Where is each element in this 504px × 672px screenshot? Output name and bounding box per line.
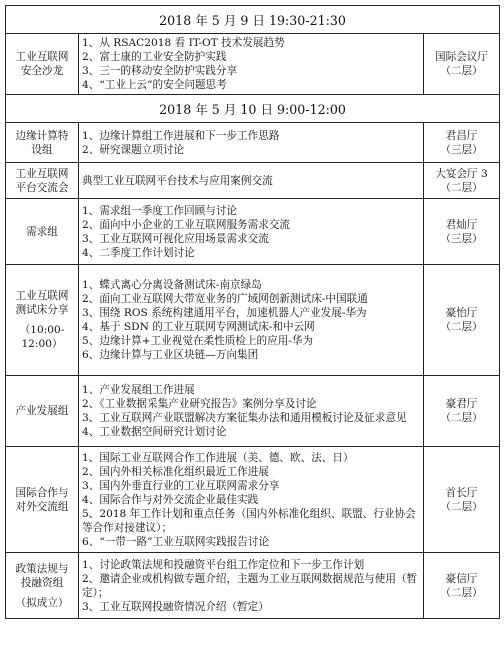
agenda-row — [6, 34, 500, 95]
agenda-row — [6, 376, 500, 447]
group-name-line: 产业发展组 — [15, 405, 69, 417]
session-date: 2018 年 5 月 9 日 19:30-21:30 — [6, 6, 500, 34]
agenda-row — [6, 163, 500, 199]
date-row — [6, 95, 500, 123]
topic-item: 1、产业发展组工作进展 — [82, 384, 195, 396]
topic-item: 4、基于 SDN 的工业互联网专网测试床-和中云网 — [82, 321, 315, 333]
group-name — [6, 123, 79, 163]
topic-item: 6、边缘计算与工业区块链—万向集团 — [82, 349, 259, 361]
agenda-row — [6, 265, 500, 376]
room-name — [424, 447, 500, 553]
room-name — [424, 376, 500, 447]
topic-item: 3、工业互联网投融资情况介绍（暂定） — [82, 600, 269, 613]
topic-item: 2、面向工业互联网大带宽业务的广域网创新测试床-中国联通 — [82, 293, 368, 305]
topic-list — [79, 553, 424, 619]
topic-item: 5、边缘计算+工业视觉在柔性质检上的应用-华为 — [82, 335, 314, 347]
room-name-line: （二层） — [440, 500, 483, 513]
topic-item: 1、需求组一季度工作回顾与讨论 — [82, 204, 238, 217]
topic-item: 6、“一带一路”工业互联网实践报告讨论 — [82, 535, 270, 548]
group-name-line: 工业互联网 — [15, 51, 69, 63]
topic-item: 3、三一的移动安全防护实践分享 — [82, 65, 238, 77]
room-name-line: 国际会议厅 — [435, 51, 488, 63]
group-name — [6, 199, 79, 265]
group-name-line: 投融资组 — [20, 576, 64, 589]
topic-item: 典型工业互联网平台技术与应用案例交流 — [82, 174, 273, 187]
room-name-line: 豪君厅 — [445, 398, 478, 410]
group-note — [9, 596, 75, 610]
agenda-row — [6, 553, 500, 619]
group-note-line: 12:00） — [21, 338, 63, 350]
topic-item: 1、国际工业互联网合作工作进展（美、德、欧、法、日） — [82, 451, 354, 464]
session-date: 2018 年 5 月 10 日 9:00-12:00 — [6, 95, 500, 123]
topic-item: 1、边缘计算组工作进展和下一步工作思路 — [82, 129, 280, 142]
agenda-table — [5, 5, 500, 619]
group-name-line: 安全沙龙 — [20, 65, 64, 77]
group-name-line: 国际合作与 — [15, 486, 69, 499]
topic-item: 4、“工业上云”的安全问题思考 — [82, 79, 227, 91]
group-name — [6, 163, 79, 199]
group-name-line: 政策法规与 — [15, 562, 69, 575]
group-name — [6, 376, 79, 447]
group-note-line: （拟成立） — [15, 596, 69, 609]
topic-item: 1、从 RSAC2018 看 IT-OT 技术发展趋势 — [82, 37, 285, 49]
group-name-line: 测试床分享 — [15, 304, 69, 316]
topic-item: 2、研究课题立项讨论 — [82, 143, 185, 156]
room-name-line: （三层） — [440, 143, 483, 156]
group-name-line: 需求组 — [26, 225, 58, 238]
topic-item: 4、工业数据空间研究计划讨论 — [82, 426, 227, 438]
room-name-line: （二层） — [440, 181, 483, 194]
topic-item: 1、蝶式离心分离设备测试床-南京绿岛 — [82, 279, 262, 291]
group-name-line: 工业互联网 — [15, 167, 69, 180]
topic-item: 2、《工业数据采集产业研究报告》案例分享及讨论 — [82, 398, 317, 410]
topic-list — [79, 447, 424, 553]
group-name — [6, 34, 79, 95]
room-name-line: （二层） — [440, 586, 483, 599]
room-name-line: 豪信厅 — [445, 572, 478, 585]
room-name-line: （二层） — [440, 412, 483, 424]
topic-list — [79, 163, 424, 199]
group-name-line: 平台交流会 — [15, 181, 69, 194]
group-name-line: 对外交流组 — [15, 500, 69, 513]
group-note-line: （10:00- — [19, 324, 65, 336]
room-name-line: （二层） — [440, 321, 483, 333]
agenda-row — [6, 447, 500, 553]
agenda-row — [6, 123, 500, 163]
topic-item: 3、国内外垂直行业的工业互联网需求分享 — [82, 479, 280, 492]
room-name — [424, 34, 500, 95]
group-name-line: 边缘计算特 — [15, 129, 69, 142]
room-name — [424, 163, 500, 199]
group-note — [9, 323, 75, 351]
date-row — [6, 6, 500, 34]
room-name-line: 大宴会厅 3 — [435, 167, 488, 180]
topic-item: 3、围绕 ROS 系统构建通用平台，加速机器人产业发展-华为 — [82, 307, 367, 319]
topic-item: 4、国际合作与对外交流企业最佳实践 — [82, 493, 259, 506]
topic-list — [79, 265, 424, 376]
agenda-body — [6, 6, 500, 619]
group-name-line: 设组 — [31, 143, 53, 156]
topic-item: 3、工业互联网产业联盟解决方案征集办法和通用模板讨论及征求意见 — [82, 412, 407, 424]
group-name-line: 工业互联网 — [15, 290, 69, 302]
room-name — [424, 553, 500, 619]
topic-item: 3、工业互联网可视化应用场景需求交流 — [82, 232, 269, 245]
topic-item: 2、富士康的工业安全防护实践 — [82, 51, 227, 63]
topic-list — [79, 34, 424, 95]
group-name — [6, 553, 79, 619]
room-name-line: （三层） — [440, 232, 483, 245]
topic-list — [79, 199, 424, 265]
room-name-line: 君灿厅 — [445, 218, 478, 231]
topic-item: 2、面向中小企业的工业互联网服务需求交流 — [82, 218, 291, 231]
room-name-line: 豪怡厅 — [445, 307, 478, 319]
agenda-row — [6, 199, 500, 265]
topic-item: 2、邀请企业或机构做专题介绍，主题为工业互联网数据规范与使用（暂定）； — [82, 572, 418, 599]
topic-item: 1、讨论政策法规和投融资平台组工作定位和下一步工作计划 — [82, 558, 365, 571]
room-name — [424, 199, 500, 265]
group-name — [6, 447, 79, 553]
room-name-line: 君昌厅 — [445, 129, 478, 142]
room-name-line: （二层） — [440, 65, 483, 77]
topic-list — [79, 123, 424, 163]
group-name — [6, 265, 79, 376]
topic-list — [79, 376, 424, 447]
room-name-line: 首长厅 — [445, 486, 478, 499]
topic-item: 2、国内外相关标准化组织最近工作进展 — [82, 465, 269, 478]
room-name — [424, 265, 500, 376]
topic-item: 4、二季度工作计划讨论 — [82, 246, 195, 259]
room-name — [424, 123, 500, 163]
topic-item: 5、2018 年工作计划和重点任务（国内外标准化组织、联盟、行业协会等合作对接建议）； — [82, 507, 416, 534]
